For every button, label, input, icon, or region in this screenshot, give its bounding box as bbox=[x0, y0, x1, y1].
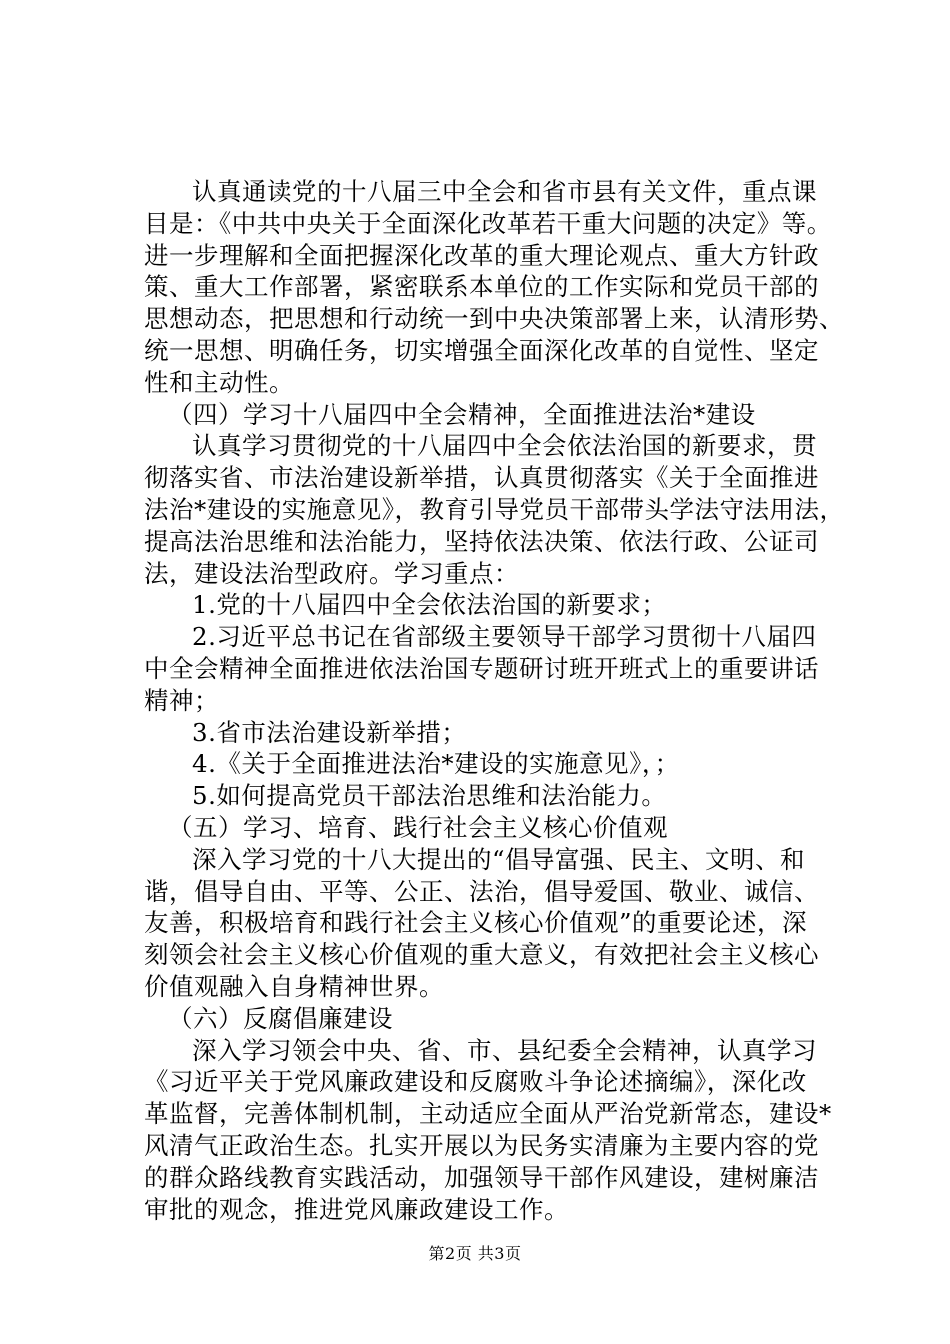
list-item: 4.《关于全面推进法治*建设的实施意见》，； bbox=[192, 749, 680, 779]
paragraph-line: 彻落实省、市法治建设新举措，认真贯彻落实《关于全面推进 bbox=[144, 463, 819, 493]
paragraph-line: 提高法治思维和法治能力，坚持依法决策、依法行政、公证司 bbox=[144, 526, 819, 556]
paragraph-line: 深入学习党的十八大提出的“倡导富强、民主、文明、和 bbox=[192, 844, 806, 874]
section-heading: （五）学习、培育、践行社会主义核心价值观 bbox=[168, 812, 668, 842]
list-item-continued: 中全会精神全面推进依法治国专题研讨班开班式上的重要讲话 bbox=[144, 653, 819, 683]
list-item-continued: 精神； bbox=[144, 685, 219, 715]
paragraph-line: 策、重大工作部署，紧密联系本单位的工作实际和党员干部的 bbox=[144, 272, 819, 302]
paragraph-line: 刻领会社会主义核心价值观的重大意义，有效把社会主义核心 bbox=[144, 940, 819, 970]
paragraph-line: 革监督，完善体制机制，主动适应全面从严治党新常态，建设* bbox=[144, 1099, 832, 1129]
paragraph-line: 深入学习领会中央、省、市、县纪委全会精神，认真学习 bbox=[192, 1035, 817, 1065]
page-footer: 第2页 共3页 bbox=[428, 1244, 522, 1263]
paragraph-line: 统一思想、明确任务，切实增强全面深化改革的自觉性、坚定 bbox=[144, 335, 819, 365]
paragraph-line: 谐，倡导自由、平等、公正、法治，倡导爱国、敬业、诚信、 bbox=[144, 876, 819, 906]
paragraph-line: 思想动态，把思想和行动统一到中央决策部署上来，认清形势、 bbox=[144, 304, 844, 334]
paragraph-line: 价值观融入自身精神世界。 bbox=[144, 971, 444, 1001]
paragraph-line: 法治*建设的实施意见》，教育引导党员干部带头学法守法用法， bbox=[144, 494, 845, 524]
paragraph-line: 法，建设法治型政府。学习重点： bbox=[144, 558, 519, 588]
list-item: 1.党的十八届四中全会依法治国的新要求； bbox=[192, 590, 667, 620]
paragraph-line: 认真学习贯彻党的十八届四中全会依法治国的新要求，贯 bbox=[192, 431, 817, 461]
paragraph-line: 性和主动性。 bbox=[144, 367, 294, 397]
paragraph-line: 认真通读党的十八届三中全会和省市县有关文件，重点课 bbox=[192, 177, 817, 206]
list-item: 3.省市法治建设新举措； bbox=[192, 717, 467, 747]
paragraph-line: 的群众路线教育实践活动，加强领导干部作风建设，建树廉洁 bbox=[144, 1162, 819, 1192]
paragraph-line: 友善，积极培育和践行社会主义核心价值观”的重要论述，深 bbox=[144, 908, 808, 938]
paragraph-line: 进一步理解和全面把握深化改革的重大理论观点、重大方针政 bbox=[144, 240, 819, 270]
section-heading: （六）反腐倡廉建设 bbox=[168, 1003, 393, 1033]
paragraph-line: 目是：《中共中央关于全面深化改革若干重大问题的决定》等。 bbox=[144, 208, 832, 238]
document-body bbox=[144, 176, 864, 1225]
section-heading: （四）学习十八届四中全会精神，全面推进法治*建设 bbox=[168, 399, 756, 429]
paragraph-line: 《习近平关于党风廉政建设和反腐败斗争论述摘编》，深化改 bbox=[144, 1067, 807, 1097]
paragraph-line: 审批的观念，推进党风廉政建设工作。 bbox=[144, 1194, 569, 1224]
list-item: 5.如何提高党员干部法治思维和法治能力。 bbox=[192, 781, 667, 811]
paragraph-line: 风清气正政治生态。扎实开展以为民务实清廉为主要内容的党 bbox=[144, 1130, 819, 1160]
list-item: 2.习近平总书记在省部级主要领导干部学习贯彻十八届四 bbox=[192, 622, 817, 652]
